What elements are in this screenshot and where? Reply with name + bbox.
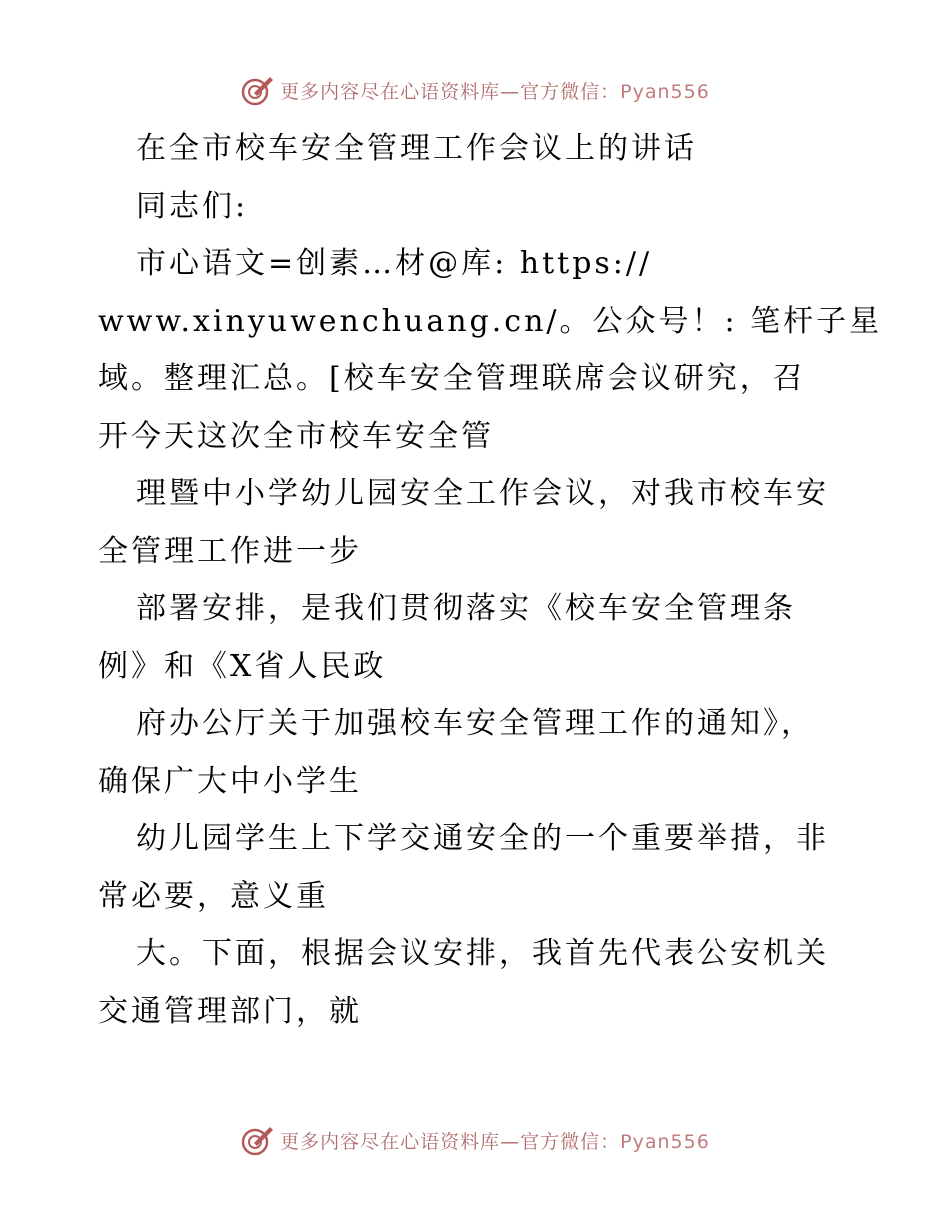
salutation: 同志们: [136, 188, 249, 224]
body-line: 市心语文=创素…材@库: https:// [136, 246, 653, 281]
body-line: 交通管理部门，就 [98, 993, 362, 1029]
body-line: 域。整理汇总。[校车安全管理联席会议研究，召 [98, 361, 806, 396]
header-watermark-banner [0, 70, 950, 110]
banner-site-text: 更多内容尽在心语资料库—官方微信： [280, 80, 621, 103]
document-title: 在全市校车安全管理工作会议上的讲话 [136, 131, 697, 166]
body-line: 全管理工作进一步 [98, 533, 362, 569]
body-line: 理暨中小学幼儿园安全工作会议，对我市校车安 [136, 476, 829, 511]
banner-site-text: 更多内容尽在心语资料库—官方微信： [280, 1130, 621, 1153]
pen-nib-logo-icon [240, 73, 274, 107]
pen-nib-logo-icon [240, 1123, 274, 1157]
body-line: 部署安排，是我们贯彻落实《校车安全管理条 [136, 591, 796, 626]
body-line: 常必要，意义重 [98, 878, 329, 914]
banner-text [280, 1127, 710, 1154]
document-body [98, 120, 883, 1040]
body-line: 幼儿园学生上下学交通安全的一个重要举措，非 [136, 821, 829, 856]
body-line: 府办公厅关于加强校车安全管理工作的通知》， [136, 706, 814, 741]
body-line: www.xinyuwenchuang.cn/。公众号！: 笔杆子星 [98, 303, 883, 339]
banner-text [280, 77, 710, 104]
body-line: 大。下面，根据会议安排，我首先代表公安机关 [136, 936, 829, 971]
footer-watermark-banner [0, 1120, 950, 1160]
body-line: 例》和《X省人民政 [98, 648, 387, 684]
banner-wechat-id: Pyan556 [620, 80, 710, 103]
body-line: 开今天这次全市校车安全管 [98, 418, 494, 454]
body-line: 确保广大中小学生 [98, 763, 362, 799]
banner-wechat-id: Pyan556 [620, 1130, 710, 1153]
